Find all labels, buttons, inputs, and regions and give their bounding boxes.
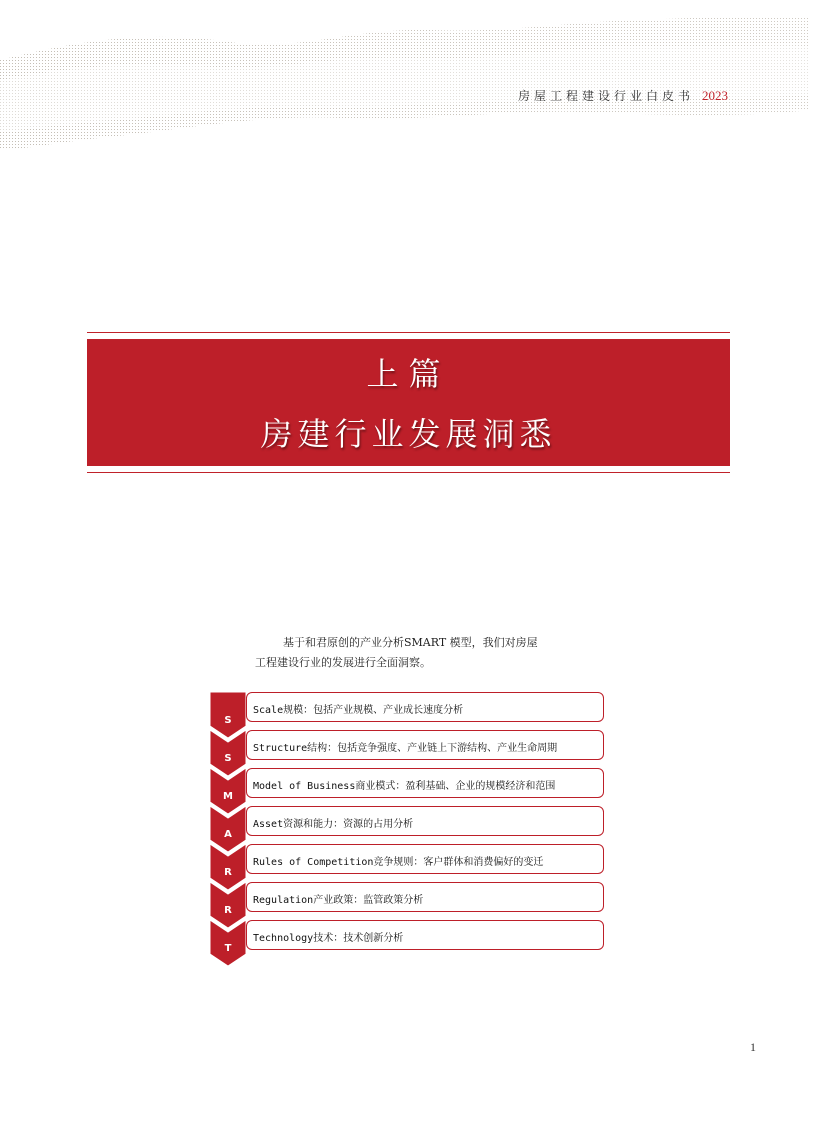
- intro-line-2: 工程建设行业的发展进行全面洞察。: [255, 656, 431, 669]
- banner-bottom-rule: [87, 472, 730, 473]
- banner-subtitle: 房建行业发展洞悉: [260, 415, 557, 453]
- smart-row-regulation: [246, 882, 604, 912]
- smart-letter: R: [224, 867, 232, 878]
- header-year: 2023: [702, 88, 728, 103]
- smart-row-asset: [246, 806, 604, 836]
- smart-row-text: Technology技术：技术创新分析: [253, 933, 404, 944]
- smart-letter: R: [224, 905, 232, 916]
- intro-paragraph: [255, 633, 575, 673]
- smart-row-technology: [246, 920, 604, 950]
- header-doc-title-text: 房屋工程建设行业白皮书: [517, 89, 694, 103]
- intro-line-1: 基于和君原创的产业分析SMART 模型，我们对房屋: [283, 636, 538, 649]
- smart-row-text: Asset资源和能力：资源的占用分析: [253, 819, 414, 830]
- banner-top-rule: [87, 332, 730, 333]
- smart-row-text: Rules of Competition竞争规则：客户群体和消费偏好的变迁: [253, 857, 544, 868]
- smart-row-structure: [246, 730, 604, 760]
- smart-letter: A: [224, 829, 232, 840]
- banner-title: 上篇: [366, 355, 451, 393]
- smart-letter: T: [224, 943, 232, 954]
- smart-letter: S: [224, 753, 232, 764]
- smart-row-text: Scale规模：包括产业规模、产业成长速度分析: [253, 705, 464, 716]
- smart-row-text: Regulation产业政策：监管政策分析: [253, 895, 424, 906]
- smart-row-scale: [246, 692, 604, 722]
- smart-row-model-of-business: [246, 768, 604, 798]
- smart-letter: S: [224, 715, 232, 726]
- smart-row-text: Model of Business商业模式：盈利基础、企业的规模经济和范围: [253, 781, 556, 792]
- smart-model-diagram: [210, 690, 610, 970]
- smart-row-rules-of-competition: [246, 844, 604, 874]
- smart-letter: M: [223, 791, 233, 802]
- smart-row-text: Structure结构：包括竞争强度、产业链上下游结构、产业生命周期: [253, 743, 558, 754]
- header-landscape-decoration: [0, 0, 816, 170]
- section-banner: [87, 339, 730, 466]
- page-number: 1: [750, 1040, 756, 1054]
- header-document-title: [518, 87, 728, 104]
